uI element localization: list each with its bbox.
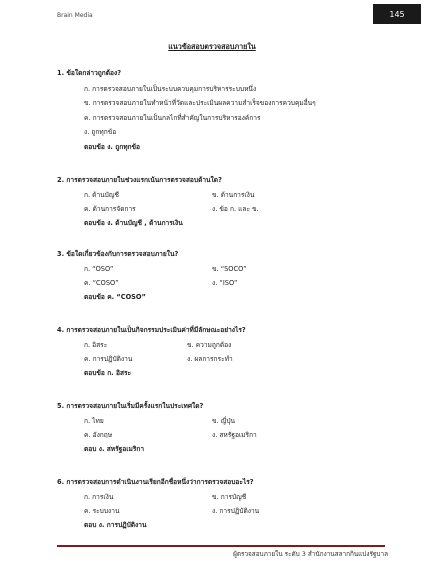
- option-d: ง. การปฏิบัติงาน: [212, 506, 260, 515]
- option-a: ก. ไทย: [84, 416, 104, 425]
- option-row: [57, 416, 387, 430]
- option-a: ก. ด้านบัญชี: [84, 190, 119, 199]
- option-c: ค. “COSO”: [84, 278, 119, 287]
- option-row: [57, 354, 387, 368]
- question-4: [57, 325, 387, 378]
- option-row: [57, 190, 387, 204]
- answer: ตอบข้อ ค. “COSO”: [84, 292, 146, 301]
- footer-divider: [57, 545, 385, 547]
- option-row: [57, 278, 387, 292]
- answer: ตอบข้อ ง. ด้านบัญชี , ด้านการเงิน: [84, 218, 183, 227]
- option-row: [57, 264, 387, 278]
- question-text: 4. การตรวจสอบภายในเป็นกิจกรรมประเมินค่าที่มีลักษณะอย่างไร?: [57, 326, 246, 334]
- footer-text: ผู้ตรวจสอบภายใน ระดับ 3 สำนักงานสลากกินแบ่งรัฐบาล: [233, 550, 388, 558]
- option-d: ง. ข้อ ก. และ ข.: [212, 204, 259, 213]
- option-b: ข. ด้านการเงิน: [212, 190, 255, 199]
- question-2: [57, 175, 387, 228]
- question-text: 3. ข้อใดเกี่ยวข้องกับการตรวจสอบภายใน?: [57, 250, 179, 258]
- option-row: [57, 506, 387, 520]
- option-d: ง. ถูกทุกข้อ: [84, 128, 117, 137]
- option-c: ค. ระบบงาน: [84, 506, 120, 515]
- option-b: ข. “SOCO”: [212, 264, 247, 273]
- question-6: [57, 477, 387, 530]
- option-a: ก. “OSO”: [84, 264, 114, 273]
- option-b: ข. ความถูกต้อง: [187, 340, 232, 349]
- option-row: [57, 204, 387, 218]
- question-text: 6. การตรวจสอบการดำเนินงานเรียกอีกชื่อหนึ่งว่าการตรวจสอบอะไร?: [57, 478, 254, 486]
- option-b: ข. การบัญชี: [212, 492, 247, 501]
- answer: ตอบ ง. สหรัฐอเมริกา: [84, 444, 145, 453]
- option-row: [57, 430, 387, 444]
- option-a: ก. การเงิน: [84, 492, 114, 501]
- option-a: ก. อิสระ: [84, 340, 108, 349]
- option-row: [57, 340, 387, 354]
- question-1: [57, 68, 387, 153]
- page-number-badge: 145: [373, 4, 421, 24]
- option-b: ข. การตรวจสอบภายในทำหน้าที่วัดและประเมินผลความสำเร็จของการควบคุมอื่นๆ: [84, 99, 316, 108]
- option-c: ค. การตรวจสอบภายในเป็นกลไกที่สำคัญในการบริหารองค์การ: [84, 113, 261, 122]
- option-b: ข. ญี่ปุ่น: [212, 416, 236, 425]
- option-c: ค. ด้านการจัดการ: [84, 204, 136, 213]
- question-text: 5. การตรวจสอบภายในเริ่มมีครั้งแรกในประเทศใด?: [57, 402, 204, 410]
- answer: ตอบข้อ ก. อิสระ: [84, 368, 132, 377]
- option-d: ง. “ISO”: [212, 278, 238, 287]
- question-text: 1. ข้อใดกล่าวถูกต้อง?: [57, 69, 122, 77]
- answer: ตอบข้อ ง. ถูกทุกข้อ: [84, 142, 141, 151]
- option-a: ก. การตรวจสอบภายในเป็นระบบควบคุมการบริหารระบบหนึ่ง: [84, 84, 257, 93]
- answer: ตอบ ง. การปฏิบัติงาน: [84, 520, 147, 529]
- question-5: [57, 401, 387, 454]
- question-3: [57, 249, 387, 302]
- option-c: ค. การปฏิบัติงาน: [84, 354, 133, 363]
- question-text: 2. การตรวจสอบภายในช่วงแรกเน้นการตรวจสอบด้านใด?: [57, 176, 222, 184]
- option-row: [57, 492, 387, 506]
- option-d: ง. ผลการกระทำ: [187, 354, 233, 363]
- page-title: แนวข้อสอบตรวจสอบภายใน: [168, 42, 256, 51]
- option-c: ค. อังกฤษ: [84, 430, 113, 439]
- option-d: ง. สหรัฐอเมริกา: [212, 430, 257, 439]
- header-brand: Brain Media: [57, 12, 93, 19]
